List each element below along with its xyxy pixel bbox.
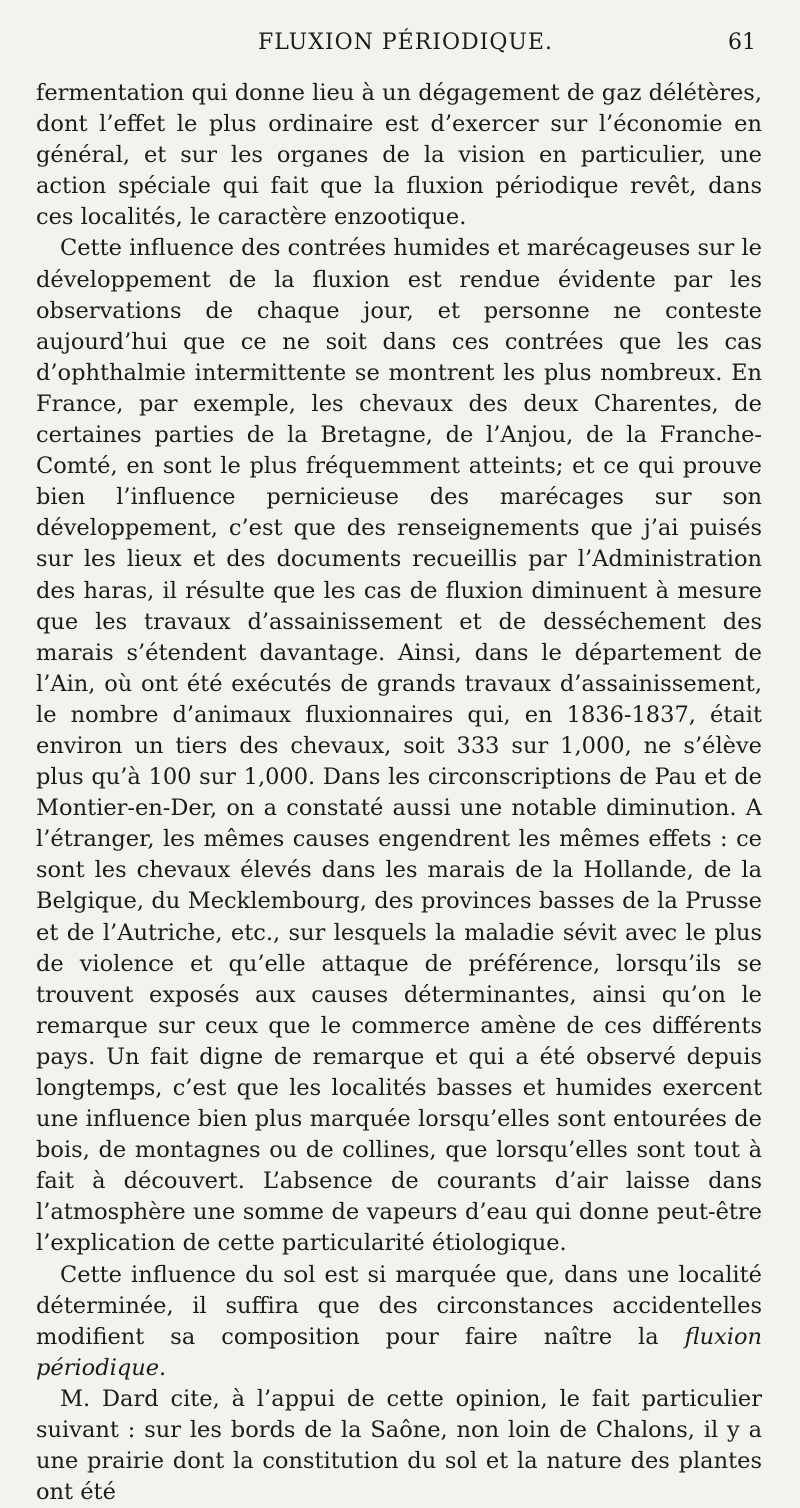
paragraph: fermentation qui donne lieu à un dégagement de gaz délétères, dont l’effet le plus ordinaire est d’exercer sur l’économie en général, et sur les organes de la vision en particulier, une action spéciale qui fait que la fluxion périodique revêt, dans ces localités, le caractère enzootique. [36, 80, 762, 231]
running-title: FLUXION PÉRIODIQUE. [258, 30, 553, 55]
paragraph: M. Dard cite, à l’appui de cette opinion, le fait particulier suivant : sur les bords de la Saône, non loin de Chalons, il y a une prairie dont la constitution du sol et la nature des plantes ont été [36, 1385, 762, 1506]
page-number: 61 [728, 30, 756, 55]
paragraph: Cette influence des contrées humides et marécageuses sur le développement de la fluxion est rendue évidente par les observations de chaque jour, et personne ne conteste aujourd’hui que ce ne soit dans ces contrées que les cas d’ophthalmie intermittente se montrent les plus nombreux. En France, par exemple, les chevaux des deux Charentes, de certaines parties de la Bretagne, de l’Anjou, de la Franche-Comté, en sont le plus fréquemment atteints; et ce qui prouve bien l’influence pernicieuse des marécages sur son développement, c’est que des renseignements que j’ai puisés sur les lieux et des documents recueillis par l’Administration des haras, il résulte que les cas de fluxion diminuent à mesure que les travaux d’assainissement et de desséchement des marais s’étendent davantage. Ainsi, dans le département de l’Ain, où ont été exécutés de grands travaux d’assainissement, le nombre d’animaux fluxionnaires qui, en 1836-1837, était environ un tiers des chevaux, soit 333 sur 1,000, ne s’élève plus qu’à 100 sur 1,000. Dans les circonscriptions de Pau et de Montier-en-Der, on a constaté aussi une notable diminution. A l’étranger, les mêmes causes engendrent les mêmes effets : ce sont les chevaux élevés dans les marais de la Hollande, de la Belgique, du Mecklembourg, des provinces basses de la Prusse et de l’Autriche, etc., sur lesquels la maladie sévit avec le plus de violence et qu’elle attaque de préférence, lorsqu’ils se trouvent exposés aux causes déterminantes, ainsi qu’on le remarque sur ceux que le commerce amène de ces différents pays. Un fait digne de remarque et qui a été observé depuis longtemps, c’est que les localités basses et humides exercent une influence bien plus marquée lorsqu’elles sont entourées de bois, de montagnes ou de collines, que lorsqu’elles sont tout à fait à découvert. L’absence de courants d’air laisse dans l’atmosphère une somme de vapeurs d’eau qui donne peut-être l’explication de cette particularité étiologique. [36, 235, 762, 1257]
paragraph-text: Cette influence du sol est si marquée que, dans une localité déterminée, il suffira que des circonstances accidentelles modifient sa composition pour faire naître la [36, 1261, 762, 1350]
body-text [36, 78, 762, 1508]
italic-term: fluxion périodique [36, 1323, 762, 1381]
paragraph-end: . [159, 1354, 167, 1381]
paragraph [36, 1260, 762, 1384]
running-head [36, 30, 762, 68]
